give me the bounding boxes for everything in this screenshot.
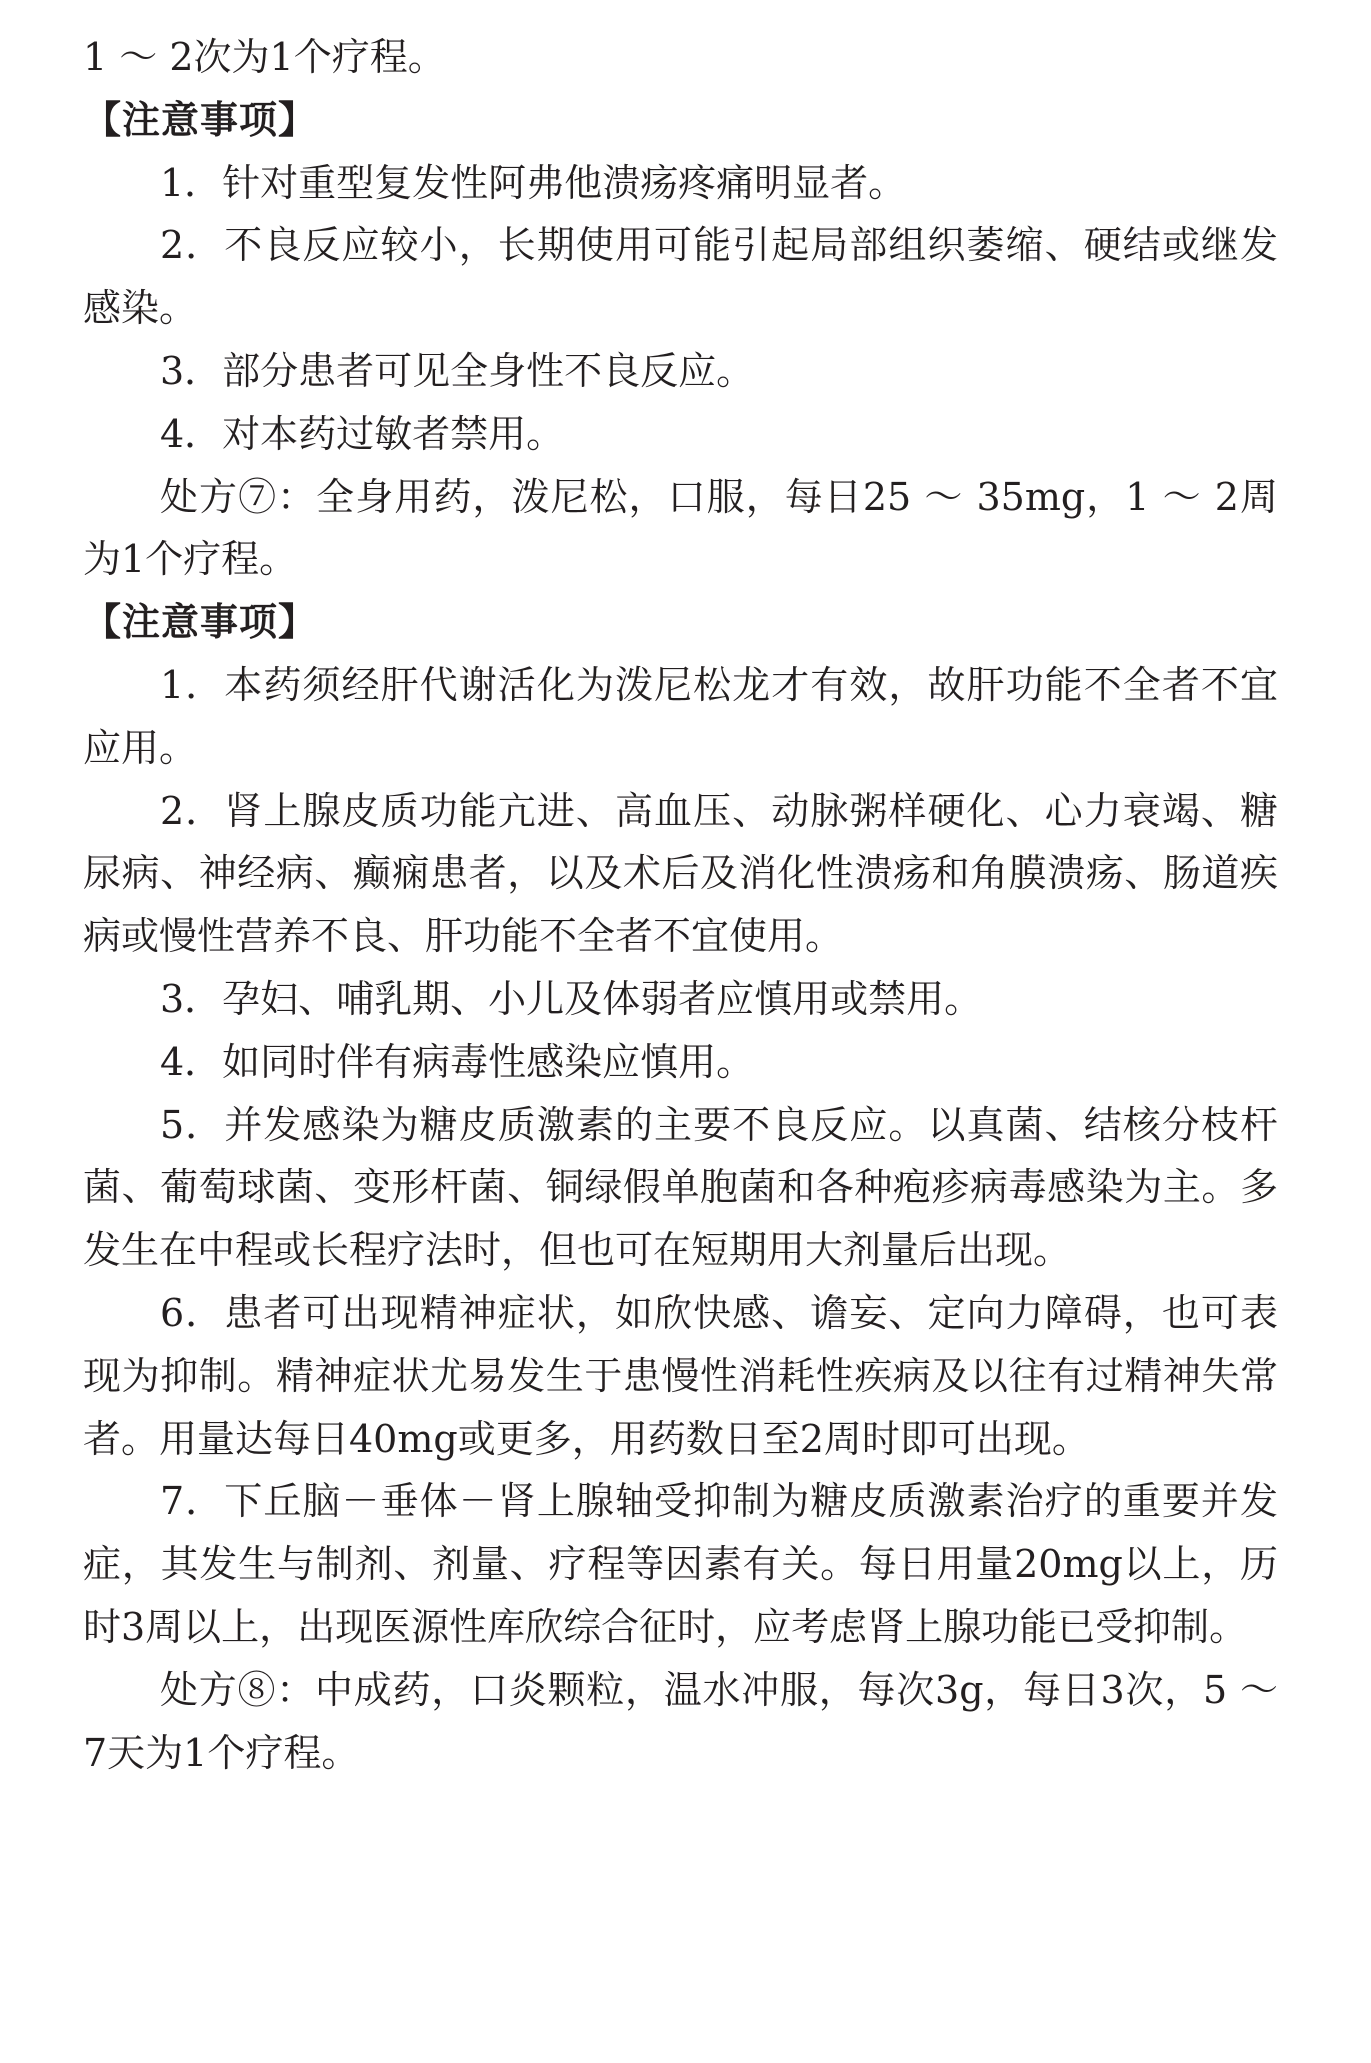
precaution-item: 7．下丘脑－垂体－肾上腺轴受抑制为糖皮质激素治疗的重要并发症，其发生与制剂、剂量、疗程等因素有关。每日用量20mg以上，历时3周以上，出现医源性库欣综合征时，应考虑肾上腺功能已受抑制。: [83, 1479, 1278, 1649]
prescription-paragraph: 处方⑧：中成药，口炎颗粒，温水冲服，每次3g，每日3次，5 ～ 7天为1个疗程。: [83, 1667, 1278, 1775]
section-heading-precautions: 【注意事项】: [83, 97, 318, 142]
precaution-item: 5．并发感染为糖皮质激素的主要不良反应。以真菌、结核分枝杆菌、葡萄球菌、变形杆菌、铜绿假单胞菌和各种疱疹病毒感染为主。多发生在中程或长程疗法时，但也可在短期用大剂量后出现。: [83, 1102, 1278, 1273]
precaution-item: 1．本药须经肝代谢活化为泼尼松龙才有效，故肝功能不全者不宜应用。: [83, 662, 1278, 770]
precaution-item: 1．针对重型复发性阿弗他溃疡疼痛明显者。: [160, 160, 907, 205]
precaution-item: 4．如同时伴有病毒性感染应慎用。: [160, 1039, 755, 1084]
precaution-item: 3．部分患者可见全身性不良反应。: [160, 348, 755, 393]
precaution-item: 2．不良反应较小，长期使用可能引起局部组织萎缩、硬结或继发感染。: [83, 223, 1278, 331]
precaution-item: 3．孕妇、哺乳期、小儿及体弱者应慎用或禁用。: [160, 976, 983, 1021]
precaution-item: 4．对本药过敏者禁用。: [160, 411, 565, 456]
precaution-item: 2．肾上腺皮质功能亢进、高血压、动脉粥样硬化、心力衰竭、糖尿病、神经病、癫痫患者，以及术后及消化性溃疡和角膜溃疡、肠道疾病或慢性营养不良、肝功能不全者不宜使用。: [83, 788, 1278, 959]
section-heading-precautions: 【注意事项】: [83, 600, 318, 645]
document-page: [83, 26, 1278, 1784]
paragraph-continuation: 1 ～ 2次为1个疗程。: [83, 35, 446, 79]
prescription-paragraph: 处方⑦：全身用药，泼尼松，口服，每日25 ～ 35mg，1 ～ 2周为1个疗程。: [83, 474, 1278, 582]
precaution-item: 6．患者可出现精神症状，如欣快感、谵妄、定向力障碍，也可表现为抑制。精神症状尤易发生于患慢性消耗性疾病及以往有过精神失常者。用量达每日40mg或更多，用药数日至2周时即可出现。: [83, 1290, 1278, 1461]
